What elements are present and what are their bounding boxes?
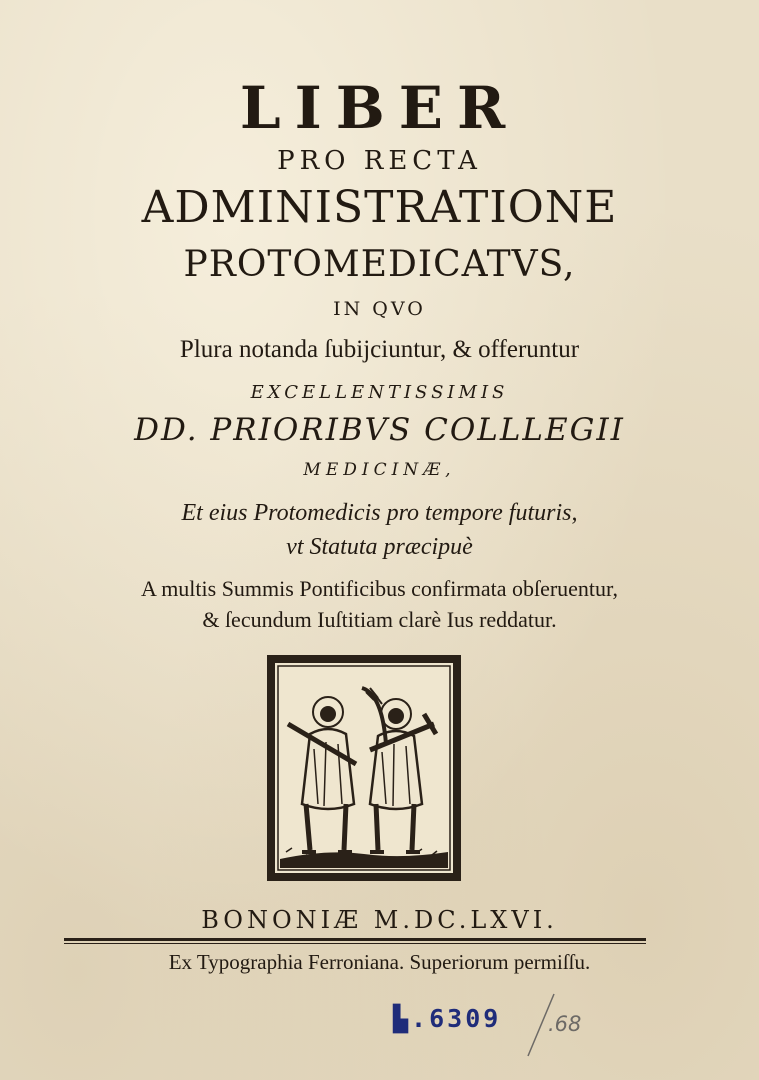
dedication-medicinae: MEDICINÆ, — [303, 460, 456, 480]
library-shelfmark: .68 — [548, 1012, 582, 1036]
imprint-printer: Ex Typographia Ferroniana. Superiorum permiſſu. — [168, 950, 591, 974]
title-liber: LIBER — [239, 74, 520, 142]
dedication-protomedicis: Et eius Protomedicis pro tempore futuris, — [181, 500, 578, 526]
dedication-prioribus: DD. PRIORIBVS COLLLEGII — [134, 412, 625, 448]
imprint-rule-thin — [64, 943, 646, 944]
title-in-quo: IN QVO — [333, 298, 426, 320]
imprint-rule — [64, 938, 646, 941]
dedication-excellentissimis: EXCELLENTISSIMIS — [250, 382, 509, 403]
title-protomedicatus: PROTOMEDICATVS, — [183, 244, 576, 285]
dedication-statuta: vt Statuta præcipuè — [286, 534, 473, 560]
woodcut-two-saints-icon — [266, 654, 462, 882]
text-pontificibus: A multis Summis Pontificibus confirmata obſeruentur, — [141, 576, 618, 601]
subtitle-plura-notanda: Plura notanda ſubijciuntur, & offeruntur — [179, 336, 580, 363]
title-pro-recta: PRO RECTA — [277, 146, 482, 176]
text-iustitiam: & ſecundum Iuſtitiam clarè Ius reddatur. — [202, 607, 557, 632]
title-administratione: ADMINISTRATIONE — [141, 182, 618, 233]
library-stamp: ▙.6309 — [393, 1004, 502, 1033]
imprint-place-date: BONONIÆ M.DC.LXVI. — [201, 906, 558, 934]
